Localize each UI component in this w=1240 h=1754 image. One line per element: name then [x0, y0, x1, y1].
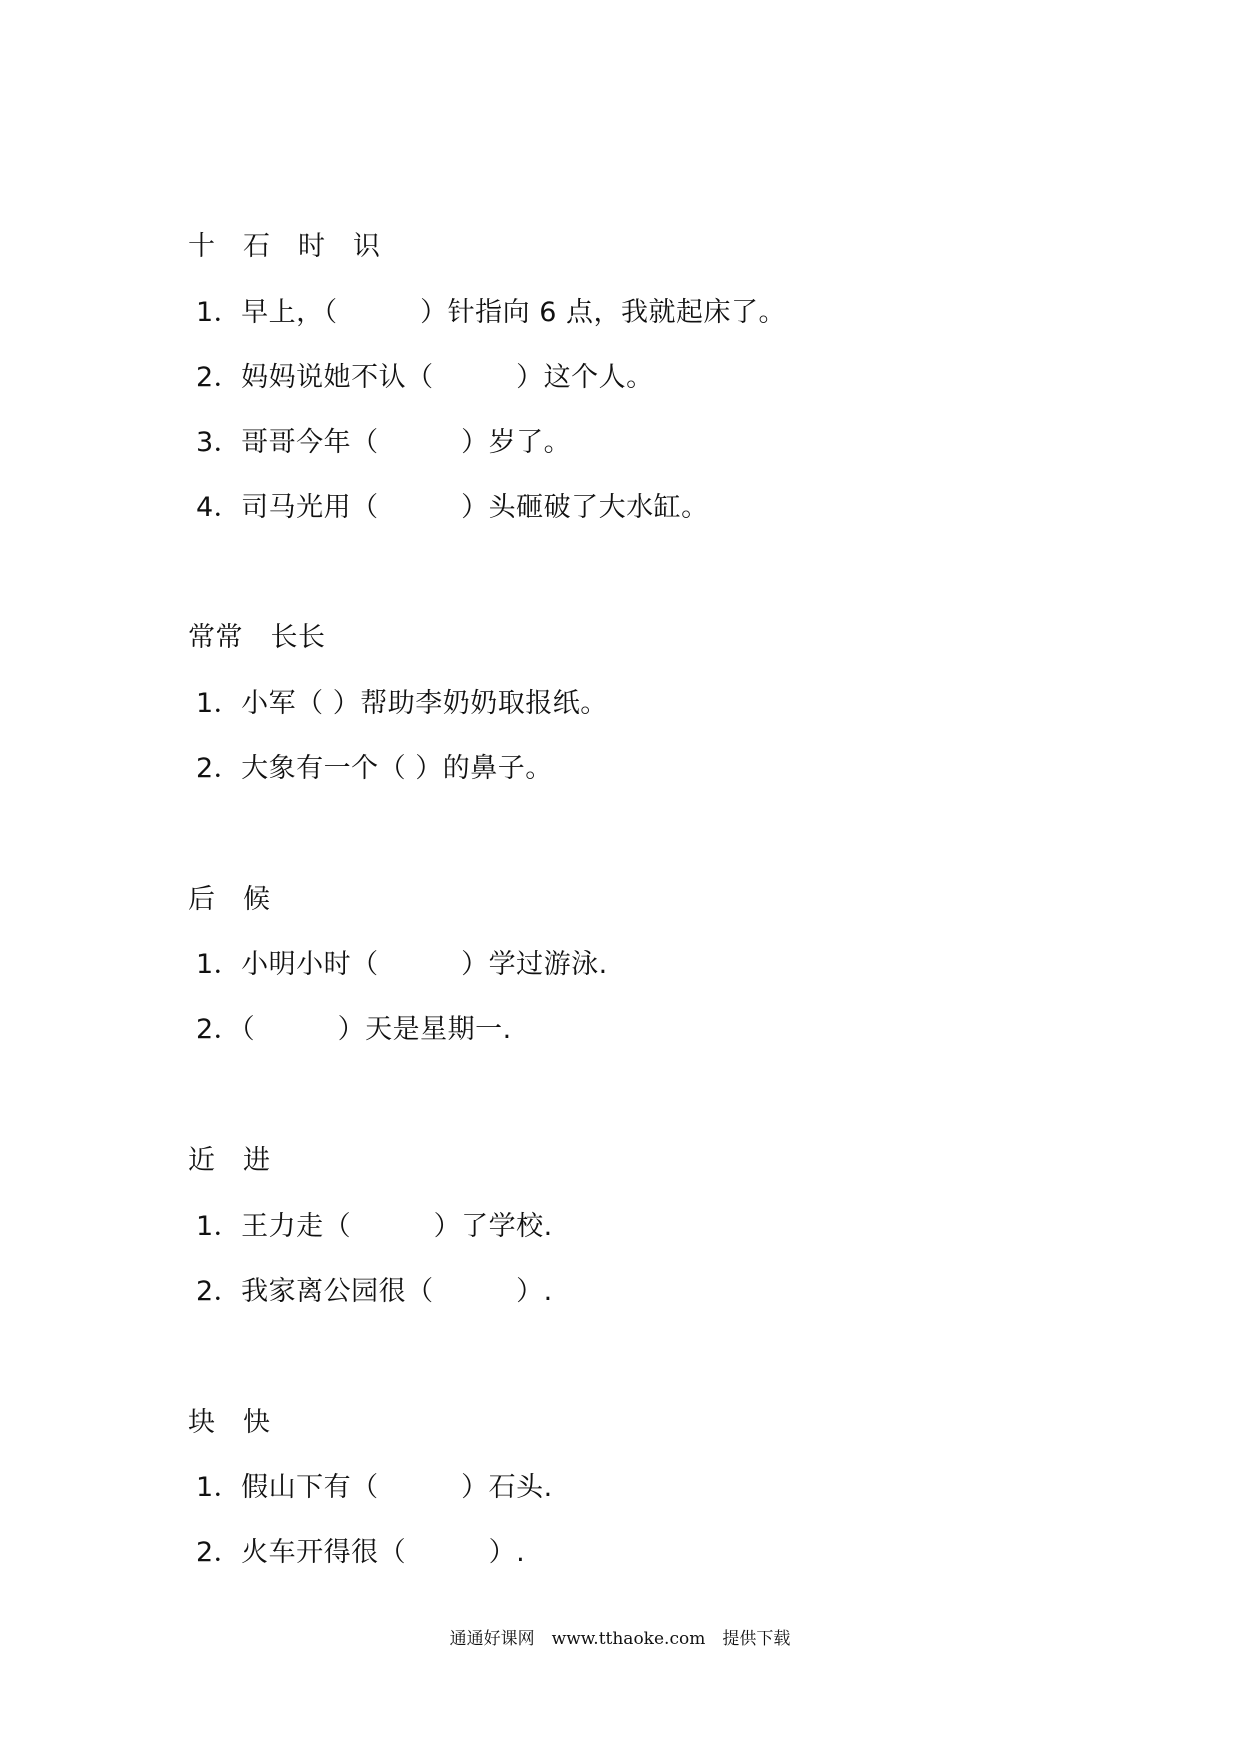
question-item: 1．早上，（ ）针指向 6 点，我就起床了。 [196, 297, 787, 328]
question-item: 2．妈妈说她不认（ ）这个人。 [196, 362, 654, 393]
section-heading: 后 候 [188, 884, 271, 915]
section-heading: 块 快 [188, 1407, 271, 1438]
section-heading: 近 进 [188, 1145, 271, 1176]
question-item: 4．司马光用（ ）头砸破了大水缸。 [196, 492, 709, 523]
question-item: 1．王力走（ ）了学校. [196, 1211, 553, 1242]
page-footer: 通通好课网 www.tthaoke.com 提供下载 [449, 1629, 791, 1649]
question-item: 3．哥哥今年（ ）岁了。 [196, 427, 572, 458]
question-item: 2．（ ）天是星期一. [196, 1014, 512, 1045]
section-heading: 常常 长长 [188, 622, 326, 653]
question-item: 2．我家离公园很（ ）. [196, 1276, 553, 1307]
question-item: 2．火车开得很（ ）. [196, 1537, 526, 1568]
question-item: 1．小军（ ）帮助李奶奶取报纸。 [196, 688, 608, 719]
section-heading: 十 石 时 识 [188, 231, 381, 262]
question-item: 1．假山下有（ ）石头. [196, 1472, 553, 1503]
question-item: 1．小明小时（ ）学过游泳. [196, 949, 608, 980]
question-item: 2．大象有一个（ ）的鼻子。 [196, 753, 553, 784]
